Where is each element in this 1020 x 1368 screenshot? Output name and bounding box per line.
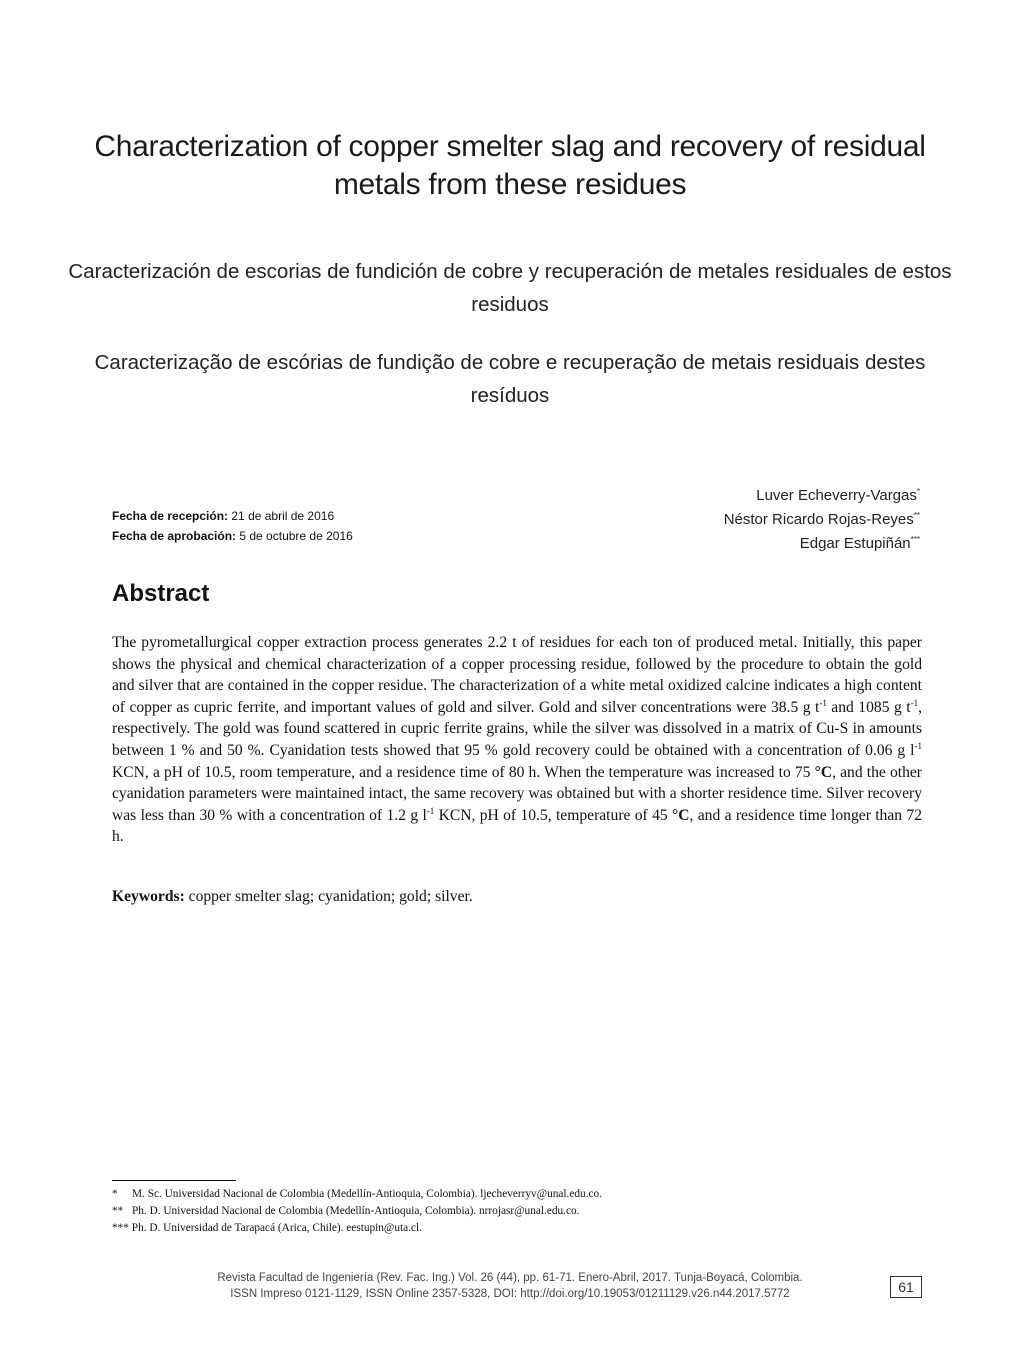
abstract-segment: KCN, a pH of 10.5, room temperature, and a residence time of 80 h. When the temperature was increased to 75 xyxy=(112,763,815,781)
title-spanish: Caracterización de escorias de fundición de cobre y recuperación de metales residuales de estos residuos xyxy=(68,260,952,316)
author-list xyxy=(724,482,920,554)
keywords-value: copper smelter slag; cyanidation; gold; silver. xyxy=(184,888,473,905)
title-portuguese: Caracterização de escórias de fundição de cobre e recuperação de metais residuais destes resíduos xyxy=(94,351,926,407)
author-name: Néstor Ricardo Rojas-Reyes xyxy=(723,511,914,528)
author xyxy=(724,482,920,506)
author-mark: *** xyxy=(910,535,920,544)
author-mark: ** xyxy=(913,511,920,520)
footnote-mark: ** xyxy=(112,1205,124,1217)
footnote-text: Ph. D. Universidad de Tarapacá (Arica, Chile). eestupin@uta.cl. xyxy=(131,1222,422,1234)
footnote-text: Ph. D. Universidad Nacional de Colombia (Medellín-Antioquia, Colombia). nrrojasr@unal.edu.co. xyxy=(132,1205,580,1217)
journal-citation: Revista Facultad de Ingeniería (Rev. Fac. Ing.) Vol. 26 (44), pp. 61-71. Enero-Abril, 2017. Tunja-Boyacá, Colombia. xyxy=(217,1272,803,1284)
approval-value: 5 de octubre de 2016 xyxy=(236,529,353,543)
superscript: -1 xyxy=(910,697,919,708)
author-mark: * xyxy=(916,487,920,496)
footnotes xyxy=(112,1186,602,1237)
journal-doi: ISSN Impreso 0121-1129, ISSN Online 2357-5328, DOI: http://doi.org/10.19053/01211129.v26.n44.2017.5772 xyxy=(230,1288,790,1300)
abstract-segment: The pyrometallurgical copper extraction process generates 2.2 t of residues for each ton of produced metal. Initially, this paper shows the physical and chemical characterization of a copper processing residue, followed by the procedure to obtain the gold and silver that are contained in the copper residue. The characterization of a white metal oxidized calcine indicates a high content of copper as cupric ferrite, and important values of gold and silver. Gold and silver concentrations were 38.5 g t xyxy=(112,634,922,716)
superscript: -1 xyxy=(426,805,435,816)
reception-label: Fecha de recepción: xyxy=(112,509,229,523)
unit-bold: °C xyxy=(814,763,833,781)
abstract-segment: and 1085 g t xyxy=(826,698,911,716)
keywords-label: Keywords: xyxy=(112,888,185,905)
unit-bold: °C xyxy=(672,806,690,824)
footnote-divider xyxy=(112,1180,236,1181)
page-number: 61 xyxy=(890,1276,922,1298)
author xyxy=(724,506,920,530)
abstract-segment: KCN, pH of 10.5, temperature of 45 xyxy=(434,806,672,824)
footnote-text: M. Sc. Universidad Nacional de Colombia (Medellín-Antioquia, Colombia). ljecheverryv@unal.edu.co. xyxy=(132,1188,603,1200)
author xyxy=(724,530,920,554)
approval-date xyxy=(112,526,353,546)
superscript: -1 xyxy=(819,697,827,708)
superscript: -1 xyxy=(914,740,922,751)
abstract-heading: Abstract xyxy=(112,580,210,607)
reception-value: 21 de abril de 2016 xyxy=(228,509,335,523)
paper-title: Characterization of copper smelter slag and recovery of residual metals from these residues xyxy=(94,130,926,201)
author-name: Luver Echeverry-Vargas xyxy=(756,487,917,504)
author-name: Edgar Estupiñán xyxy=(799,535,911,552)
footnote-mark: * xyxy=(112,1188,118,1200)
dates xyxy=(112,506,353,546)
reception-date xyxy=(112,506,353,526)
abstract-text xyxy=(112,632,922,848)
footnote xyxy=(112,1203,602,1220)
journal-footer xyxy=(150,1270,870,1302)
footnote-mark: *** xyxy=(112,1222,129,1234)
footnote xyxy=(112,1186,602,1203)
abstract-segment: , and a residence time longer than 72 h. xyxy=(112,806,922,846)
footnote xyxy=(112,1220,602,1237)
abstract-segment: , respectively. The gold was found scattered in cupric ferrite grains, while the silver was dissolved in a matrix of Cu-S in amounts between 1 % and 50 %. Cyanidation tests showed that 95 % gold recovery could be obtained with a concentration of 0.06 g l xyxy=(112,698,922,759)
approval-label: Fecha de aprobación: xyxy=(112,529,237,543)
abstract-segment: , and the other cyanidation parameters were maintained intact, the same recovery was obtained but with a shorter residence time. Silver recovery was less than 30 % with a concentration of 1.2 g l xyxy=(112,763,923,824)
keywords xyxy=(112,888,473,906)
